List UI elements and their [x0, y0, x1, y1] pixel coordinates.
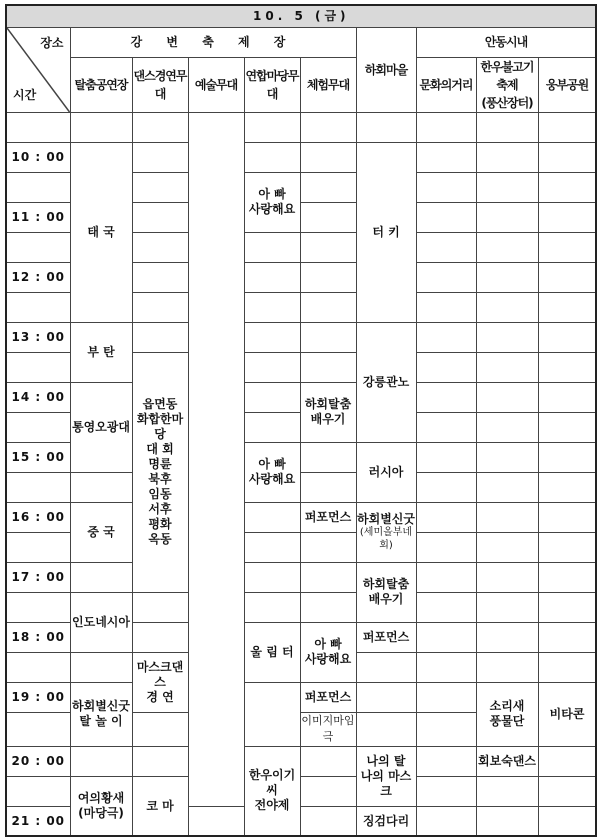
- empty-cell: [188, 112, 244, 806]
- empty-cell: [132, 622, 188, 652]
- event-eupmyeondong-l7: 서후: [148, 502, 172, 516]
- empty-cell: [538, 382, 596, 412]
- empty-cell: [476, 502, 538, 532]
- col-hanwoo-sub: (풍산장터): [481, 95, 533, 110]
- empty-cell: [538, 112, 596, 142]
- empty-cell: [300, 776, 356, 806]
- event-my-mask: [356, 746, 416, 806]
- time-label: 13 : 00: [6, 322, 70, 352]
- empty-cell: [300, 142, 356, 172]
- col-art: 예술무대: [188, 57, 244, 112]
- empty-cell: [300, 352, 356, 382]
- event-learn-talchum-1: [300, 382, 356, 442]
- empty-cell: [538, 142, 596, 172]
- empty-cell: [416, 412, 476, 442]
- empty-cell: [538, 532, 596, 562]
- event-sorisae-l1: 소리새: [489, 699, 525, 713]
- empty-cell: [416, 142, 476, 172]
- empty-cell: [476, 292, 538, 322]
- empty-cell: [416, 532, 476, 562]
- empty-cell: [132, 202, 188, 232]
- empty-cell: [416, 202, 476, 232]
- event-appa-2-l1: 아 빠: [258, 457, 286, 471]
- empty-cell: [476, 172, 538, 202]
- time-slot: [6, 592, 70, 622]
- empty-cell: [300, 172, 356, 202]
- empty-cell: [244, 232, 300, 262]
- empty-cell: [476, 532, 538, 562]
- event-eupmyeondong: [132, 352, 188, 592]
- corner-time-label: 시간: [13, 87, 37, 102]
- empty-cell: [416, 172, 476, 202]
- event-hahoe-byeolsingut-l2: (세미올부네회): [359, 527, 413, 551]
- event-mask-dance-l2: 경 연: [146, 689, 174, 704]
- empty-cell: [416, 292, 476, 322]
- empty-cell: [538, 352, 596, 382]
- empty-cell: [300, 746, 356, 776]
- empty-cell: [416, 502, 476, 532]
- empty-cell: [300, 262, 356, 292]
- corner-place-label: 장소: [40, 35, 64, 50]
- time-slot: [6, 532, 70, 562]
- empty-cell: [416, 806, 476, 836]
- empty-cell: [476, 592, 538, 622]
- event-sorisae-l2: 풍물단: [489, 714, 525, 728]
- event-hahoe-byeolsingut: [356, 502, 416, 562]
- empty-cell: [132, 262, 188, 292]
- empty-cell: [416, 652, 476, 682]
- empty-cell: [244, 412, 300, 442]
- empty-cell: [244, 382, 300, 412]
- empty-cell: [132, 112, 188, 142]
- empty-cell: [70, 652, 132, 682]
- event-thailand: 태 국: [70, 142, 132, 322]
- empty-cell: [132, 142, 188, 172]
- event-mask-dance: [132, 652, 188, 712]
- empty-cell: [416, 232, 476, 262]
- empty-cell: [416, 682, 476, 712]
- empty-cell: [244, 262, 300, 292]
- empty-cell: [244, 322, 300, 352]
- empty-cell: [476, 622, 538, 652]
- event-yeoui-hwangsae-l2: (마당극): [78, 805, 124, 820]
- col-hahoe: 하회마을: [356, 27, 416, 112]
- empty-cell: [476, 232, 538, 262]
- event-tongyeong: 통영오광대: [70, 382, 132, 472]
- empty-cell: [538, 592, 596, 622]
- empty-cell: [476, 142, 538, 172]
- empty-cell: [416, 746, 476, 776]
- event-eupmyeondong-l1: 읍면동: [142, 397, 178, 411]
- col-experience: 체험무대: [300, 57, 356, 112]
- event-learn-talchum-1-l1: 하회탈춤: [304, 397, 352, 411]
- event-koma: 코 마: [132, 776, 188, 836]
- empty-cell: [300, 472, 356, 502]
- event-hanu-eve-l1: 한우이기씨: [248, 768, 296, 798]
- empty-cell: [300, 562, 356, 592]
- empty-cell: [476, 472, 538, 502]
- empty-cell: [476, 202, 538, 232]
- event-turkey: 터 키: [356, 142, 416, 322]
- event-hanu-eve-l2: 전야제: [254, 798, 290, 813]
- event-hoeboseuk-dance: 회보숙댄스: [476, 746, 538, 776]
- empty-cell: [538, 202, 596, 232]
- event-appa-3: [300, 622, 356, 682]
- empty-cell: [244, 352, 300, 382]
- event-byeolsingut-talnori-l1: 하회별신굿: [72, 699, 130, 713]
- empty-cell: [356, 682, 416, 712]
- empty-cell: [538, 502, 596, 532]
- event-eupmyeondong-l8: 평화: [148, 517, 172, 531]
- empty-cell: [300, 202, 356, 232]
- empty-cell: [538, 806, 596, 836]
- time-label: 19 : 00: [6, 682, 70, 712]
- empty-cell: [416, 322, 476, 352]
- empty-cell: [132, 712, 188, 746]
- empty-cell: [476, 776, 538, 806]
- col-hanwoo: [476, 57, 538, 112]
- event-mask-dance-l1: 마스크댄스: [136, 659, 184, 689]
- event-eupmyeondong-l3: 대 회: [146, 442, 174, 456]
- event-indonesia: 인도네시아: [70, 592, 132, 652]
- time-slot: [6, 352, 70, 382]
- event-yeoui-hwangsae: [70, 776, 132, 836]
- empty-cell: [538, 172, 596, 202]
- time-label: 21 : 00: [6, 806, 70, 836]
- empty-cell: [356, 112, 416, 142]
- event-learn-talchum-1-l2: 배우기: [310, 412, 346, 426]
- col-hanwoo-label: 한우불고기축제: [480, 59, 534, 92]
- empty-cell: [244, 112, 300, 142]
- event-sorisae: [476, 682, 538, 746]
- time-slot: [6, 292, 70, 322]
- col-ungbu: 웅부공원: [538, 57, 596, 112]
- event-appa-1-line2: 사랑해요: [248, 202, 296, 216]
- event-hanu-eve: [244, 746, 300, 836]
- empty-cell: [538, 776, 596, 806]
- empty-cell: [538, 262, 596, 292]
- empty-cell: [70, 562, 132, 592]
- col-dance: 댄스경연무대: [132, 57, 188, 112]
- empty-cell: [538, 412, 596, 442]
- empty-cell: [538, 232, 596, 262]
- event-yeoui-hwangsae-l1: 여의황새: [77, 790, 125, 805]
- time-label: 18 : 00: [6, 622, 70, 652]
- empty-cell: [416, 262, 476, 292]
- empty-cell: [538, 292, 596, 322]
- empty-cell: [538, 746, 596, 776]
- empty-cell: [538, 562, 596, 592]
- empty-cell: [70, 112, 132, 142]
- empty-cell: [416, 592, 476, 622]
- event-hahoe-byeolsingut-l1: 하회별신굿: [357, 512, 415, 526]
- time-slot: [6, 472, 70, 502]
- event-image-mime: 이미지마임극: [300, 712, 356, 746]
- event-my-mask-l2: 나의 마스크: [360, 768, 412, 798]
- time-label: 17 : 00: [6, 562, 70, 592]
- empty-cell: [416, 382, 476, 412]
- empty-cell: [244, 292, 300, 322]
- empty-cell: [300, 112, 356, 142]
- time-label: 15 : 00: [6, 442, 70, 472]
- empty-cell: [244, 142, 300, 172]
- empty-cell: [132, 592, 188, 622]
- empty-cell: [476, 806, 538, 836]
- event-learn-talchum-2-l1: 하회탈춤: [362, 577, 410, 591]
- event-appa-3-l1: 아 빠: [314, 637, 342, 651]
- empty-cell: [476, 322, 538, 352]
- event-citizen-performance: 퍼포먼스: [300, 682, 356, 712]
- time-slot: [6, 172, 70, 202]
- event-appa-1: [244, 172, 300, 232]
- event-appa-1-line1: 아 빠: [258, 187, 286, 201]
- time-slot: [6, 232, 70, 262]
- time-label: 10 : 00: [6, 142, 70, 172]
- time-slot: [6, 776, 70, 806]
- empty-cell: [70, 472, 132, 502]
- empty-cell: [300, 592, 356, 622]
- empty-cell: [538, 652, 596, 682]
- col-citizen: 연합마당무대: [244, 57, 300, 112]
- empty-cell: [476, 352, 538, 382]
- event-bhutan: 부 탄: [70, 322, 132, 382]
- time-slot: [6, 112, 70, 142]
- time-label: 14 : 00: [6, 382, 70, 412]
- empty-cell: [416, 776, 476, 806]
- empty-cell: [476, 562, 538, 592]
- empty-cell: [416, 622, 476, 652]
- event-eupmyeondong-l4: 명륜: [148, 457, 172, 471]
- event-my-mask-l1: 나의 탈: [366, 753, 406, 768]
- empty-cell: [476, 112, 538, 142]
- empty-cell: [132, 746, 188, 776]
- empty-cell: [416, 472, 476, 502]
- col-munhwa: 문화의거리: [416, 57, 476, 112]
- group-gangbyeon: 강 변 축 제 장: [70, 27, 356, 57]
- empty-cell: [70, 746, 132, 776]
- empty-cell: [538, 472, 596, 502]
- empty-cell: [416, 442, 476, 472]
- event-appa-2: [244, 442, 300, 502]
- event-eupmyeondong-l9: 옥동: [148, 532, 172, 546]
- empty-cell: [538, 442, 596, 472]
- empty-cell: [244, 532, 300, 562]
- time-label: 20 : 00: [6, 746, 70, 776]
- event-russia: 러시아: [356, 442, 416, 502]
- empty-cell: [538, 622, 596, 652]
- time-label: 12 : 00: [6, 262, 70, 292]
- time-slot: [6, 712, 70, 746]
- empty-cell: [132, 322, 188, 352]
- empty-cell: [188, 806, 244, 836]
- event-appa-3-l2: 사랑해요: [304, 652, 352, 666]
- event-eupmyeondong-l5: 북후: [148, 472, 172, 486]
- empty-cell: [300, 806, 356, 836]
- empty-cell: [416, 712, 476, 746]
- time-slot: [6, 652, 70, 682]
- empty-cell: [300, 292, 356, 322]
- empty-cell: [300, 232, 356, 262]
- event-bitacon: 비타콘: [538, 682, 596, 746]
- empty-cell: [132, 292, 188, 322]
- header-corner: [6, 27, 70, 112]
- empty-cell: [476, 412, 538, 442]
- empty-cell: [132, 232, 188, 262]
- empty-cell: [300, 532, 356, 562]
- event-ulliteo: 울 림 터: [244, 622, 300, 682]
- empty-cell: [300, 442, 356, 472]
- date-title: 10. 5 (금): [6, 5, 596, 27]
- event-jingeomdari: 징검다리: [356, 806, 416, 836]
- time-label: 16 : 00: [6, 502, 70, 532]
- empty-cell: [244, 502, 300, 532]
- festival-schedule-table: [5, 4, 597, 837]
- col-talchum: 탈춤공연장: [70, 57, 132, 112]
- event-byeolsingut-talnori: [70, 682, 132, 746]
- empty-cell: [476, 442, 538, 472]
- empty-cell: [476, 382, 538, 412]
- event-eupmyeondong-l6: 임동: [148, 487, 172, 501]
- empty-cell: [244, 682, 300, 746]
- event-learn-talchum-2: [356, 562, 416, 622]
- time-label: 11 : 00: [6, 202, 70, 232]
- event-eupmyeondong-l2: 화합한마당: [136, 412, 184, 441]
- event-gangneung: 강릉관노: [356, 322, 416, 442]
- empty-cell: [244, 562, 300, 592]
- empty-cell: [416, 112, 476, 142]
- empty-cell: [132, 172, 188, 202]
- event-appa-2-l2: 사랑해요: [248, 472, 296, 486]
- empty-cell: [244, 592, 300, 622]
- empty-cell: [538, 322, 596, 352]
- event-byeolsingut-talnori-l2: 탈 놀 이: [79, 714, 123, 728]
- empty-cell: [416, 562, 476, 592]
- time-slot: [6, 412, 70, 442]
- event-china: 중 국: [70, 502, 132, 562]
- event-performance-1: 퍼포먼스: [300, 502, 356, 532]
- empty-cell: [356, 712, 416, 746]
- empty-cell: [416, 352, 476, 382]
- empty-cell: [476, 262, 538, 292]
- event-learn-talchum-2-l2: 배우기: [368, 592, 404, 606]
- empty-cell: [356, 652, 416, 682]
- empty-cell: [476, 652, 538, 682]
- empty-cell: [300, 322, 356, 352]
- event-performance-2: 퍼포먼스: [356, 622, 416, 652]
- group-andong: 안동시내: [416, 27, 596, 57]
